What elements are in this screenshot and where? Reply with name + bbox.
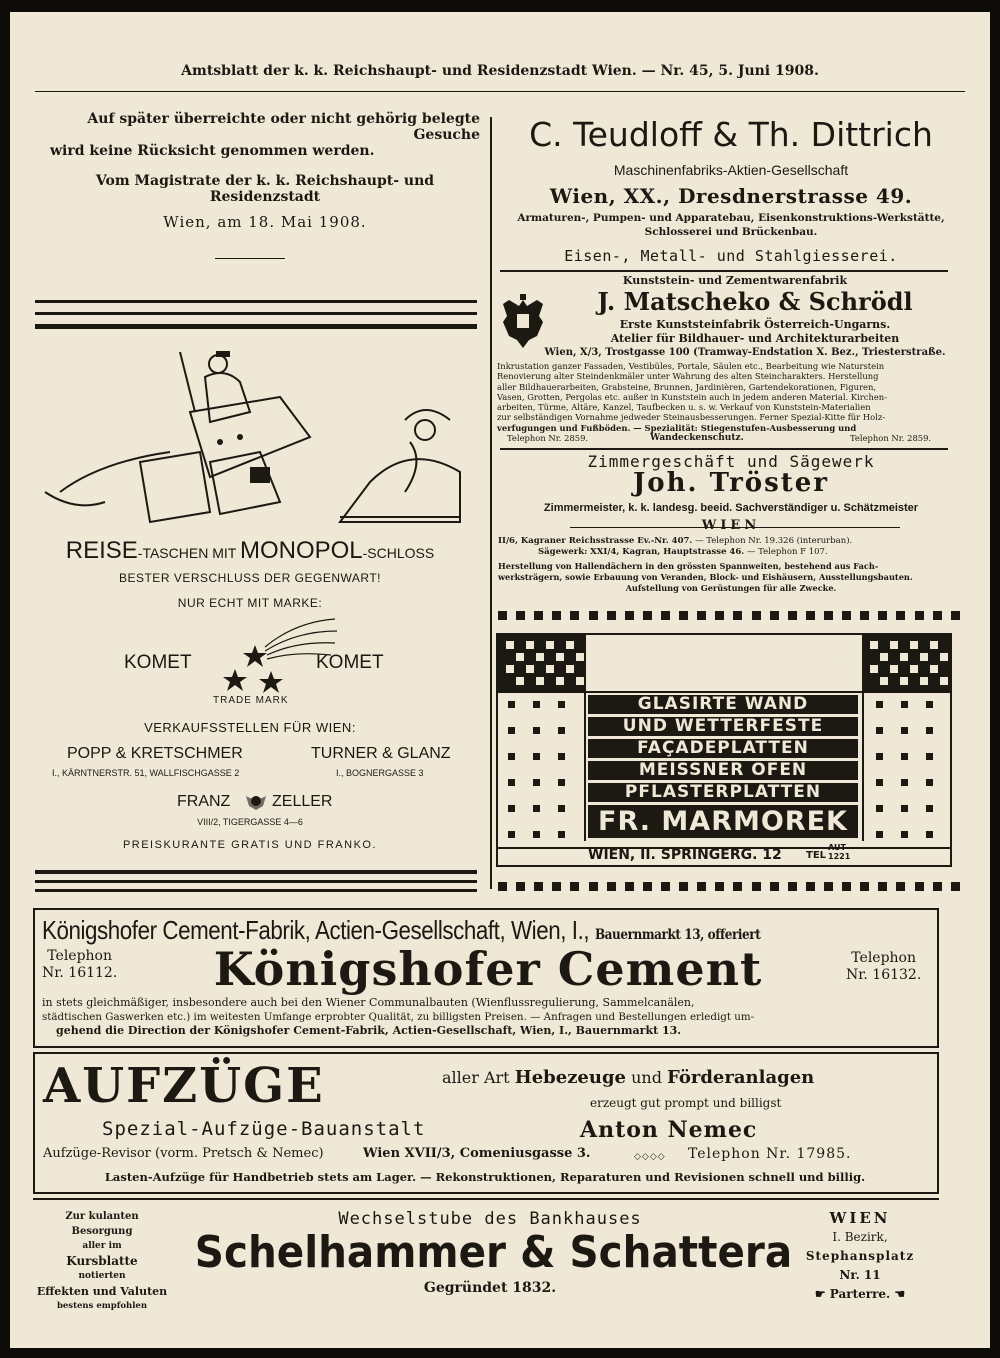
koenigshofer-head-a: Königshofer Cement-Fabrik, Actien-Gesellschaft, Wien, I., xyxy=(42,915,590,945)
schelhammer-top: Wechselstube des Bankhauses xyxy=(338,1209,642,1229)
matscheko-body-line: aller Bildhauerarbeiten, Grabsteine, Brunnen, Jardinièren, Gartendekorationen, Figuren, xyxy=(497,381,877,392)
monopol-headline-c: MONOPOL xyxy=(239,537,363,564)
meissner-line: UND WETTERFESTE xyxy=(588,717,858,736)
schelhammer-parterre xyxy=(780,1285,940,1304)
monopol-rule-1 xyxy=(35,300,477,303)
monopol-headline xyxy=(40,537,460,565)
aufzuege-title: AUFZÜGE xyxy=(43,1058,325,1114)
matscheko-body-line: zur selbständigen Vornahme jedweder Steinausbesserungen. Ferner Spezial-Kitte für Holz- xyxy=(497,412,886,423)
koenigshofer-body xyxy=(42,996,928,1038)
eagle-emblem-icon xyxy=(244,789,268,813)
schelhammer-founded: Gegründet 1832. xyxy=(423,1280,557,1296)
matscheko-top: Kunststein- und Zementwarenfabrik xyxy=(622,274,848,287)
koenigshofer-phone-left-1: Telephon xyxy=(47,948,113,964)
troester-top: Zimmergeschäft und Sägewerk xyxy=(587,452,875,471)
koenigshofer-head-b: Bauernmarkt 13, offeriert xyxy=(594,927,761,943)
notice-line-3: Vom Magistrate der k. k. Reichshaupt- und Residenzstadt xyxy=(95,173,435,205)
schelhammer-right xyxy=(780,1209,940,1304)
monopol-rule-3 xyxy=(35,324,477,329)
koenigshofer-phone-left-2: Nr. 16112. xyxy=(42,965,118,981)
aufzuege-ornament: ◇◇◇◇ xyxy=(634,1152,666,1162)
store2-name: TURNER & GLANZ xyxy=(311,745,451,762)
aufzuege-line-2b: Anton Nemec xyxy=(580,1117,758,1143)
meissner-tel-aut xyxy=(828,843,850,861)
monopol-line-1: BESTER VERSCHLUSS DER GEGENWART! xyxy=(118,571,382,585)
troester-addr-2 xyxy=(538,547,828,558)
matscheko-phone-right: Telephon Nr. 2859. xyxy=(850,433,932,443)
teudloff-address: Wien, XX., Dresdnerstrasse 49. xyxy=(549,184,913,208)
koenigshofer-brand: Königshofer Cement xyxy=(213,942,763,996)
schelhammer-rule xyxy=(33,1198,939,1200)
koenigshofer-phone-right-2: Nr. 16132. xyxy=(846,967,922,983)
matscheko-specialty-end: Wandeckenschutz. xyxy=(650,433,744,443)
monopol-rule-4 xyxy=(35,870,477,874)
koenigshofer-body-3: gehend die Direction der Königshofer Cement-Fabrik, Actien-Gesellschaft, Wien, I., Bauernmarkt 13. xyxy=(56,1024,682,1037)
troester-addr-2b: — Telephon F 107. xyxy=(746,547,828,557)
store3-address: VIII/2, TIGERGASSE 4—6 xyxy=(197,817,303,827)
store3-name-b: ZELLER xyxy=(272,793,333,810)
schelhammer-left-line: Kursblatte xyxy=(66,1254,138,1268)
schelhammer-left-line: aller im xyxy=(82,1241,122,1251)
meissner-line: GLASIRTE WAND xyxy=(588,695,858,714)
monopol-headline-b: -TASCHEN MIT xyxy=(137,545,240,561)
komet-star-logo-icon xyxy=(215,617,340,697)
koenigshofer-body-2: städtischen Gaswerken etc.) im weitesten Umfange erprobter Qualität, zu billigsten Preisen. — Anfragen und Bestellungen erledigt um- xyxy=(42,1011,755,1023)
aufzuege-right-1d: Förderanlagen xyxy=(667,1067,815,1088)
troester-addr-1 xyxy=(498,536,852,547)
meissner-line: FAÇADEPLATTEN xyxy=(588,739,858,758)
matscheko-body-line: Inkrustation ganzer Fassaden, Vestibüles, Portale, Säulen etc., Bearbeitung wie Naturstein xyxy=(497,361,885,371)
notice-rule xyxy=(215,258,285,259)
newspaper-page xyxy=(10,12,990,1348)
matscheko-body-line: Vasen, Grotten, Pergolas etc. außer in Kunststein auch in jedem anderen Material. Kirchen- xyxy=(497,391,888,402)
troester-addr-2a: Sägewerk: XXI/4, Kagran, Hauptstrasse 46. xyxy=(538,547,745,557)
koenigshofer-phone-right-1: Telephon xyxy=(851,950,917,966)
teudloff-rule xyxy=(500,270,948,272)
meissner-tel-c: 1221 xyxy=(828,852,851,861)
teudloff-name: C. Teudloff & Th. Dittrich xyxy=(529,115,933,154)
aufzuege-right-1a: aller Art xyxy=(442,1068,510,1087)
aufzuege-line-2a: Spezial-Aufzüge-Bauanstalt xyxy=(102,1118,426,1140)
matscheko-sub-2: Atelier für Bildhauer- und Architekturarbeiten xyxy=(610,332,900,345)
meissner-title: MEISSNER xyxy=(589,637,859,688)
troester-body-2: werksträgern, sowie Erbauung von Veranden, Block- und Eishäusern, Ausstellungsbauten. xyxy=(498,572,913,582)
troester-sub: Zimmermeister, k. k. landesg. beeid. Sachverständiger u. Schätzmeister xyxy=(543,502,919,514)
schelhammer-left xyxy=(34,1209,170,1314)
double-eagle-icon xyxy=(498,292,548,348)
monopol-line-2: NUR ECHT MIT MARKE: xyxy=(177,596,323,610)
troester-name: Joh. Tröster xyxy=(632,468,830,498)
notice-line-4: Wien, am 18. Mai 1908. xyxy=(163,213,367,231)
monopol-footer: PREISKURANTE GRATIS UND FRANKO. xyxy=(122,839,378,851)
matscheko-rule xyxy=(500,448,948,450)
aufzuege-right-2: erzeugt gut prompt und billigst xyxy=(590,1096,782,1110)
schelhammer-right-line: I. Bezirk, xyxy=(832,1230,888,1244)
matscheko-body-line: Renovierung alter Steindenkmäler unter Wahrung des alten Steincharakters. Herstellung xyxy=(497,371,879,382)
schelhammer-right-line: WIEN xyxy=(829,1209,891,1227)
monopol-headline-a: REISE xyxy=(65,537,138,564)
meissner-tel-a: TEL xyxy=(806,850,827,861)
aufzuege-line-3c: Telephon Nr. 17985. xyxy=(688,1146,852,1162)
troester-body-1: Herstellung von Hallendächern in den grössten Spannweiten, bestehend aus Fach- xyxy=(498,561,879,571)
schelhammer-left-line: bestens empfohlen xyxy=(56,1301,148,1311)
aufzuege-line-4: Lasten-Aufzüge für Handbetrieb stets am Lager. — Rekonstruktionen, Reparaturen und Revisionen schnell und billig. xyxy=(104,1170,866,1184)
teudloff-subtitle: Maschinenfabriks-Aktien-Gesellschaft xyxy=(613,162,849,178)
matscheko-address: Wien, X/3, Trostgasse 100 (Tramway-Endstation X. Bez., Triesterstraße. xyxy=(544,347,946,358)
notice-line-2: wird keine Rücksicht genommen werden. xyxy=(50,143,375,159)
meissner-tel-b: AUT xyxy=(828,843,846,852)
monopol-headline-d: -SCHLOSS xyxy=(362,545,435,561)
koenigshofer-phone-right xyxy=(846,950,921,984)
schelhammer-left-line: notierten xyxy=(78,1271,126,1281)
meissner-firm: FR. MARMOREK xyxy=(588,805,858,838)
teudloff-desc-1: Armaturen-, Pumpen- und Apparatebau, Eisenkonstruktions-Werkstätte, xyxy=(517,212,945,224)
komet-brand-left: KOMET xyxy=(124,652,192,673)
schelhammer-left-line: Effekten und Valuten xyxy=(36,1285,168,1298)
meissner-lines xyxy=(588,695,858,841)
schelhammer-left-line: Zur kulanten Besorgung xyxy=(65,1211,139,1237)
magistrate-notice xyxy=(50,111,480,231)
sales-title: VERKAUFSSTELLEN FÜR WIEN: xyxy=(144,720,356,735)
troester-addr-1a: II/6, Kagraner Reichsstrasse Ev.-Nr. 407. xyxy=(498,536,693,546)
meissner-line: MEISSNER ÖFEN xyxy=(588,761,858,780)
trade-mark-label: TRADE MARK xyxy=(213,695,289,706)
schelhammer-right-line: Nr. 11 xyxy=(839,1268,881,1282)
column-divider xyxy=(490,117,492,889)
meissner-line: PFLASTERPLATTEN xyxy=(588,783,858,802)
aufzuege-line-3b: Wien XVII/3, Comeniusgasse 3. xyxy=(363,1146,591,1161)
store1-name: POPP & KRETSCHMER xyxy=(67,745,243,762)
luggage-illustration-icon xyxy=(40,342,470,532)
matscheko-body-line: arbeiten, Türme, Altäre, Kanzel, Taufbecken u. s. w. Verkauf von Kunststein-Materialien xyxy=(497,402,871,413)
troester-city: WIEN xyxy=(701,518,761,533)
schelhammer-name: Schelhammer & Schattera xyxy=(194,1227,793,1278)
pointing-hand-right-icon: ☚ xyxy=(894,1287,906,1301)
matscheko-body xyxy=(497,361,949,433)
monopol-rule-2 xyxy=(35,312,477,315)
meissner-square-border-bottom xyxy=(498,882,960,891)
pointing-hand-left-icon: ☛ xyxy=(814,1287,826,1301)
matscheko-sub-1: Erste Kunststeinfabrik Österreich-Ungarns. xyxy=(619,318,891,331)
monopol-rule-5 xyxy=(35,880,477,883)
matscheko-name: J. Matscheko & Schrödl xyxy=(597,287,913,316)
troester-body-3: Aufstellung von Gerüstungen für alle Zwecke. xyxy=(625,583,837,593)
schelhammer-right-line: Parterre. xyxy=(829,1287,891,1301)
matscheko-phone-left: Telephon Nr. 2859. xyxy=(507,433,589,443)
koenigshofer-body-1: in stets gleichmäßiger, insbesondere auch bei den Wiener Communalbauten (Wienflussregulierung, Sammelcanälen, xyxy=(42,996,695,1009)
koenigshofer-phone-left xyxy=(42,948,117,982)
aufzuege-right-1b: Hebezeuge xyxy=(514,1067,626,1088)
store3-name-a: FRANZ xyxy=(177,793,231,810)
komet-brand-right: KOMET xyxy=(316,652,384,673)
aufzuege-right-1 xyxy=(442,1067,814,1088)
notice-line-1: Auf später überreichte oder nicht gehörig belegte Gesuche xyxy=(87,111,480,143)
aufzuege-line-3a: Aufzüge-Revisor (vorm. Pretsch & Nemec) xyxy=(43,1146,324,1161)
header-rule xyxy=(35,91,965,92)
teudloff-desc-2: Schlosserei und Brückenbau. xyxy=(644,226,818,238)
page-header: Amtsblatt der k. k. Reichshaupt- und Residenzstadt Wien. — Nr. 45, 5. Juni 1908. xyxy=(181,63,819,79)
meissner-square-border-top xyxy=(498,611,960,620)
aufzuege-right-1c: und xyxy=(631,1068,662,1087)
matscheko-body-line: verfugungen und Fußböden. — Spezialität: Stiegenstufen-Ausbesserung und xyxy=(497,422,857,433)
teudloff-foundry: Eisen-, Metall- und Stahlgiesserei. xyxy=(564,247,898,265)
store2-address: I., BOGNERGASSE 3 xyxy=(336,768,424,778)
monopol-rule-6 xyxy=(35,889,477,892)
schelhammer-right-line: Stephansplatz xyxy=(805,1249,915,1263)
store1-address: I., KÄRNTNERSTR. 51, WALLFISCHGASSE 2 xyxy=(52,768,240,778)
troester-addr-1b: — Telephon Nr. 19.326 (interurban). xyxy=(695,536,853,546)
meissner-address: WIEN, II. SPRINGERG. 12 xyxy=(588,847,782,863)
